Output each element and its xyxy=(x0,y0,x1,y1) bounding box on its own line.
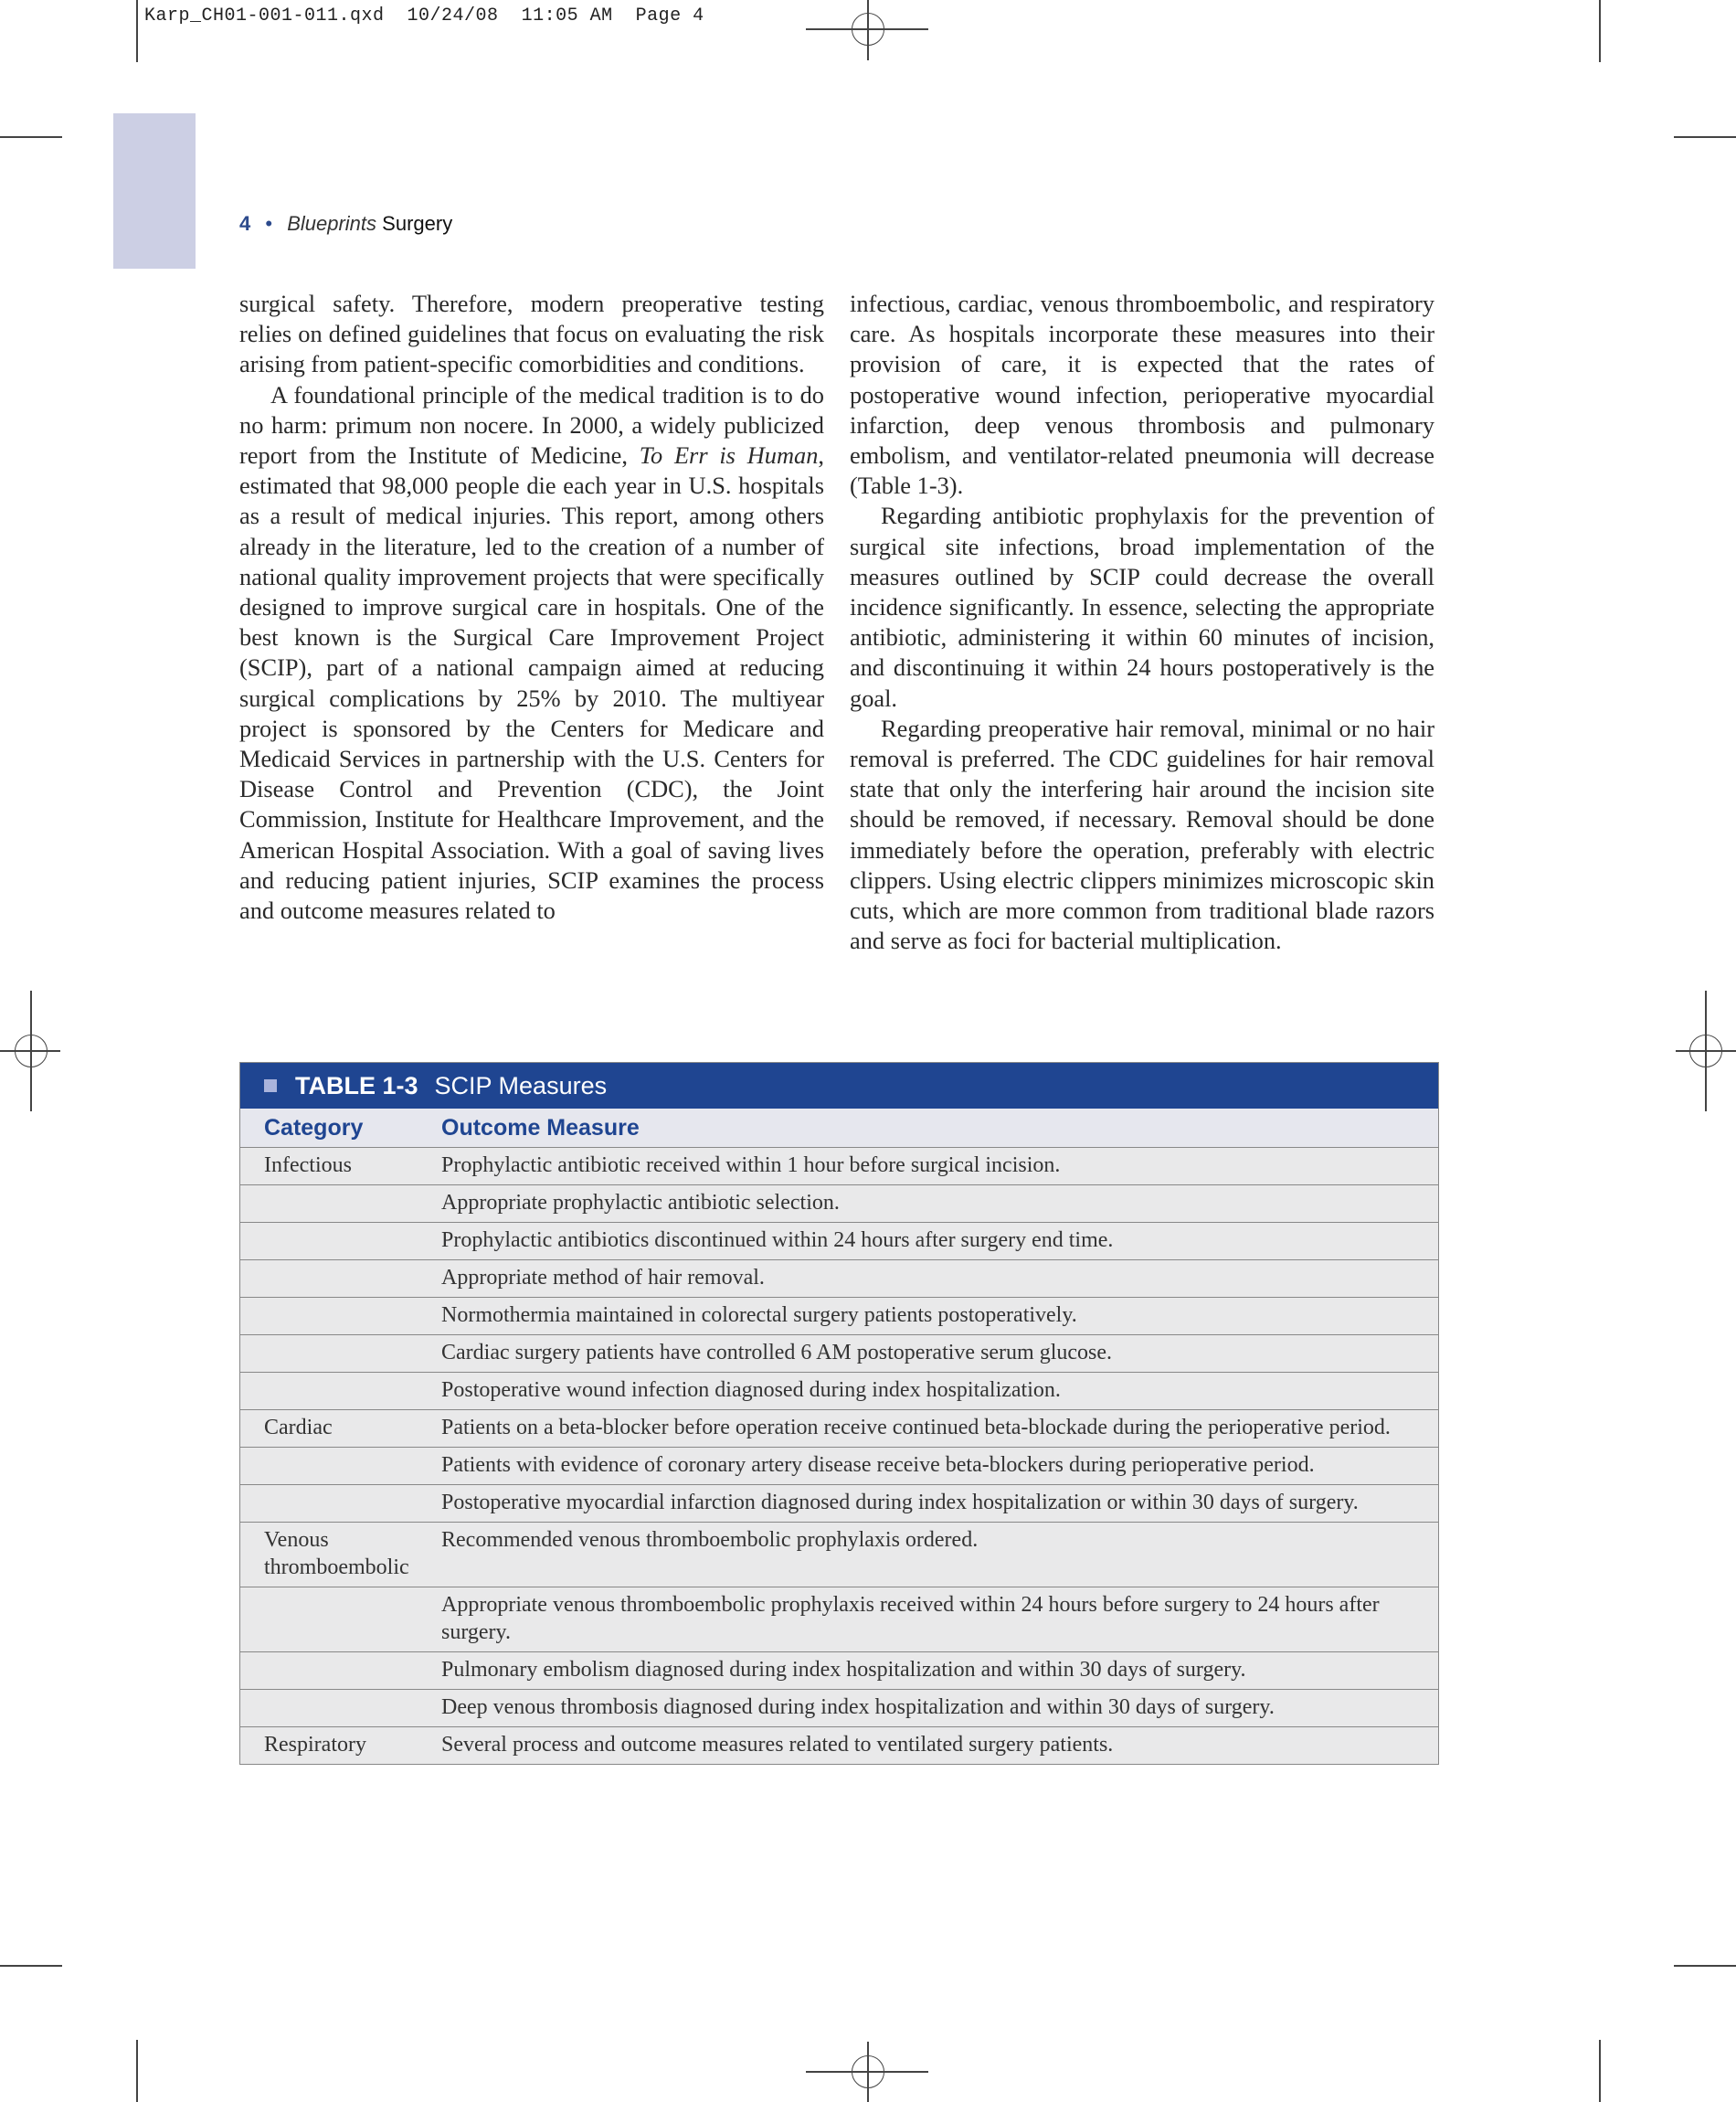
category-cell xyxy=(240,1223,441,1259)
category-cell xyxy=(240,1485,441,1522)
table-row xyxy=(240,1298,1438,1335)
table-header-row xyxy=(240,1109,1438,1148)
table-row xyxy=(240,1373,1438,1410)
crop-mark-top-right-h xyxy=(1674,136,1736,138)
category-cell: Infectious xyxy=(264,1153,352,1177)
running-head xyxy=(239,212,452,236)
table-row xyxy=(240,1652,1438,1690)
measure-cell: Postoperative myocardial infarction diagnosed during index hospitalization or within 30 days of surgery. xyxy=(441,1491,1359,1514)
category-cell xyxy=(240,1260,441,1297)
table-row xyxy=(240,1223,1438,1260)
crop-mark-bottom-right-v xyxy=(1599,2040,1601,2102)
chapter-tab-block xyxy=(113,113,196,269)
table-row xyxy=(240,1448,1438,1485)
measure-cell: Patients with evidence of coronary artery disease receive beta-blockers during perioperative period. xyxy=(441,1453,1315,1477)
crop-mark-bottom-left-h xyxy=(0,1965,62,1967)
measure-cell: Appropriate method of hair removal. xyxy=(441,1266,765,1290)
table-row xyxy=(240,1587,1438,1652)
category-cell: Cardiac xyxy=(264,1416,333,1439)
table-title: SCIP Measures xyxy=(434,1071,608,1099)
paragraph: surgical safety. Therefore, modern preoperative testing relies on defined guidelines that focus on evaluating the risk arising from patient-specific comorbidities and conditions. xyxy=(239,290,824,378)
scip-measures-table xyxy=(239,1062,1439,1765)
table-row xyxy=(240,1185,1438,1223)
measure-cell: Prophylactic antibiotics discontinued within 24 hours after surgery end time. xyxy=(441,1228,1114,1252)
table-row xyxy=(240,1410,1438,1448)
table-row xyxy=(240,1727,1438,1764)
paragraph: A foundational principle of the medical tradition is to do no harm: primum non nocere. In 2000, a widely publicized report from the Institute of Medicine, To Err is Human, estimated that 98,000 people die each year in U.S. hospitals as a result of medical injuries. This report, among others already in the literature, led to the creation of a number of national quality improvement projects that were specifically designed to improve surgical care in hospitals. One of the best known is the Surgical Care Improvement Project (SCIP), part of a national campaign aimed at reducing surgical complications by 25% by 2010. The multiyear project is sponsored by the Centers for Medicare and Medicaid Services in partnership with the U.S. Centers for Disease Control and Prevention (CDC), the Joint Commission, Institute for Healthcare Improvement, and the American Hospital Association. With a goal of saving lives and reducing patient injuries, SCIP examines the process and outcome measures related to xyxy=(239,380,824,925)
table-row xyxy=(240,1523,1438,1587)
report-title: To Err is Human xyxy=(639,441,819,470)
page-number: 4 xyxy=(239,212,251,235)
measure-cell: Prophylactic antibiotic received within 1 hour before surgical incision. xyxy=(441,1153,1061,1177)
right-text-column xyxy=(850,289,1434,956)
paragraph: Regarding antibiotic prophylaxis for the prevention of surgical site infections, broad implementation of the measures outlined by SCIP could decrease the overall incidence significantly. In essence, selecting the appropriate antibiotic, administering it within 60 minutes of incision, and discontinuing it within 24 hours postoperatively is the goal. xyxy=(850,502,1434,712)
paragraph: infectious, cardiac, venous thromboembolic, and respiratory care. As hospitals incorporate these measures into their provision of care, it is expected that the rates of postoperative wound infection, perioperative myocardial infarction, deep venous thrombosis and pulmonary embolism, and ventilator-related pneumonia will decrease (Table 1-3). xyxy=(850,290,1434,500)
table-row xyxy=(240,1690,1438,1727)
category-cell: Venous thromboembolic xyxy=(264,1528,409,1579)
table-row xyxy=(240,1148,1438,1185)
crop-mark-top-left-h xyxy=(0,136,62,138)
column-header-category: Category xyxy=(264,1114,364,1141)
measure-cell: Deep venous thrombosis diagnosed during index hospitalization and within 30 days of surgery. xyxy=(441,1695,1275,1719)
measure-cell: Normothermia maintained in colorectal surgery patients postoperatively. xyxy=(441,1303,1077,1327)
crop-mark-bottom-right-h xyxy=(1674,1965,1736,1967)
table-row xyxy=(240,1335,1438,1373)
category-cell xyxy=(240,1185,441,1222)
table-body xyxy=(240,1148,1438,1764)
table-row xyxy=(240,1260,1438,1298)
paragraph: Regarding preoperative hair removal, minimal or no hair removal is preferred. The CDC guidelines for hair removal state that only the interfering hair around the incision site should be removed, if necessary. Removal should be done immediately before the operation, preferably with electric clippers. Using electric clippers minimizes microscopic skin cuts, which are more common from traditional blade razors and serve as foci for bacterial multiplication. xyxy=(850,714,1434,955)
category-cell xyxy=(240,1587,441,1651)
measure-cell: Appropriate venous thromboembolic prophylaxis received within 24 hours before surgery to 24 hours after surgery. xyxy=(441,1593,1380,1644)
print-slug: Karp_CH01-001-011.qxd 10/24/08 11:05 AM Page 4 xyxy=(144,5,704,27)
series-name: Blueprints xyxy=(287,212,377,235)
category-cell xyxy=(240,1448,441,1484)
measure-cell: Appropriate prophylactic antibiotic selection. xyxy=(441,1191,840,1215)
category-cell xyxy=(240,1690,441,1726)
measure-cell: Patients on a beta-blocker before operation receive continued beta-blockade during the perioperative period. xyxy=(441,1416,1391,1439)
measure-cell: Postoperative wound infection diagnosed during index hospitalization. xyxy=(441,1378,1061,1402)
category-cell: Respiratory xyxy=(264,1733,366,1757)
table-title-bar xyxy=(240,1063,1438,1109)
category-cell xyxy=(240,1373,441,1409)
category-cell xyxy=(240,1652,441,1689)
left-text-column xyxy=(239,289,824,926)
square-bullet-icon xyxy=(264,1079,277,1092)
category-cell xyxy=(240,1298,441,1334)
book-title: Surgery xyxy=(382,212,453,235)
measure-cell: Pulmonary embolism diagnosed during index hospitalization and within 30 days of surgery. xyxy=(441,1658,1246,1682)
category-cell xyxy=(240,1335,441,1372)
running-head-bullet: • xyxy=(265,212,273,235)
measure-cell: Several process and outcome measures related to ventilated surgery patients. xyxy=(441,1733,1114,1757)
table-row xyxy=(240,1485,1438,1523)
table-label: TABLE 1-3 xyxy=(295,1071,418,1099)
measure-cell: Cardiac surgery patients have controlled 6 AM postoperative serum glucose. xyxy=(441,1341,1113,1364)
crop-mark-bottom-left-v xyxy=(136,2040,138,2102)
crop-mark-top-left-v xyxy=(136,0,138,62)
column-header-measure: Outcome Measure xyxy=(441,1114,640,1141)
crop-mark-top-right-v xyxy=(1599,0,1601,62)
measure-cell: Recommended venous thromboembolic prophylaxis ordered. xyxy=(441,1528,979,1552)
